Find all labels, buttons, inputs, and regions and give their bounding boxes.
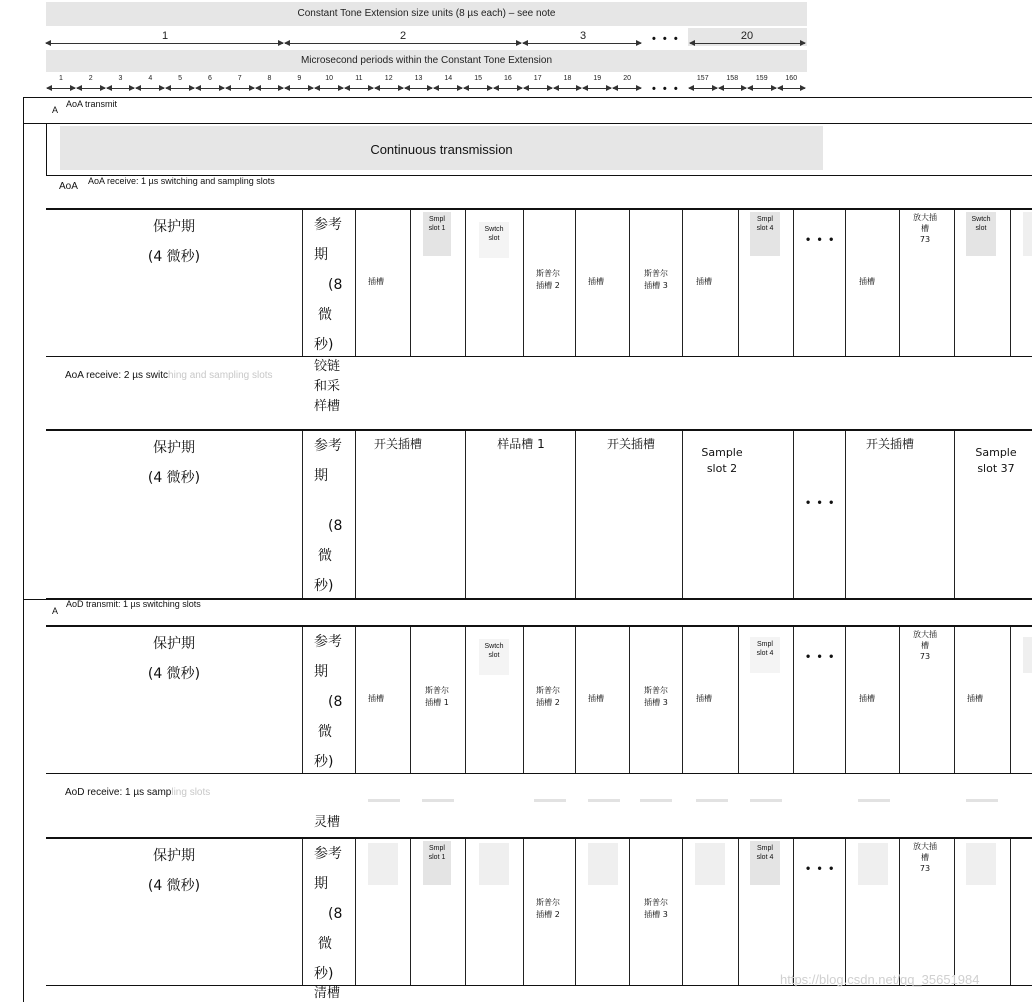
aod-transmit-prefix: A [52,606,59,616]
slot-stub [966,843,996,885]
sample-slot-2-label: Sample slot 2 [701,446,743,475]
microsecond-arrow [405,88,433,89]
microsecond-arrow [719,88,747,89]
aoa-transmit-second-line [23,123,1032,124]
sample-slot-3-label: 斯普尔 插槽 3 [644,686,668,707]
reference-period-label: 参考 期 (8 微 秒) [314,217,343,353]
guard-period-sub: (4 微秒) [147,249,201,265]
aod-receive-label: AoD receive: 1 µs sampling slots [65,787,211,798]
microsecond-arrow [77,88,105,89]
slot-label: 插槽 [368,694,384,703]
guard-period-title: 保护期 [153,219,195,235]
microsecond-number: 157 [696,75,709,82]
microsecond-arrow [226,88,254,89]
slot-label: 插槽 [967,694,983,703]
amp-slot-73-label: 放大插 槽 73 [913,213,937,244]
outer-frame-left [23,97,24,1002]
microsecond-number: 10 [325,75,333,82]
sample-slot-1-label: 斯普尔 插槽 1 [425,686,449,707]
smpl-slot-4-chip: Smpl slot 4 [750,841,780,885]
microsecond-arrow [196,88,224,89]
smpl-slot-1-chip: Smpl slot 1 [423,841,451,885]
guard-period-sub: (4 微秒) [147,470,201,486]
slot-label: 插槽 [859,277,875,286]
slot-stub [695,843,725,885]
swtch-slot-chip: Swtch slot [966,212,996,256]
microsecond-number: 12 [384,75,393,82]
microsecond-number: 1 [58,75,63,82]
microsecond-arrow [689,88,717,89]
unit-2-label: 2 [399,30,407,42]
smpl-slot-4-chip: Smpl slot 4 [750,212,780,256]
watermark: https://blog.csdn.net/qq_35651984 [780,972,980,987]
ellipsis: • • • [806,232,836,246]
faint-stub [368,799,400,802]
reference-period-label: 参考 期 (8 微 秒) [314,634,343,770]
aoa-receive-1us-prefix: AoA [59,181,78,192]
unit-20-arrow [690,43,805,44]
slot-label: 插槽 [588,694,604,703]
microsecond-arrow [524,88,552,89]
amp-slot-73-label: 放大插 槽 73 [913,842,937,873]
guard-period-sub: (4 微秒) [147,666,201,682]
microsecond-arrow [464,88,492,89]
sample-slot-2-label: 斯普尔 插槽 2 [536,686,560,707]
sample-slot-2-label: 斯普尔 插槽 2 [536,898,560,919]
unit-ellipsis: • • • [652,33,680,45]
faint-stub [422,799,454,802]
microsecond-number: 3 [118,75,123,82]
sample-slot-37-label: Sample slot 37 [975,446,1017,475]
microsecond-arrow [345,88,373,89]
microsecond-arrow [107,88,135,89]
microsecond-number: 17 [533,75,542,82]
microsecond-number: 15 [474,75,482,82]
microsecond-band [46,50,807,72]
microsecond-number: 6 [207,75,212,82]
slot-label: 插槽 [696,694,712,703]
microsecond-number: 4 [148,75,153,82]
faint-stub [640,799,672,802]
amp-slot-73-label: 放大插 槽 73 [913,630,937,661]
slot-stub [1023,212,1032,256]
microsecond-number: 5 [178,75,183,82]
microsecond-number: 160 [785,75,798,82]
microsecond-arrow [285,88,313,89]
microsecond-arrow [494,88,522,89]
faint-stub [966,799,998,802]
unit-20-label: 20 [740,30,754,42]
faint-stub [750,799,782,802]
slot-stub [588,843,618,885]
aod-ref-overflow-bottom: 清槽 [314,986,341,1001]
reference-period-cell [302,210,303,356]
sample-slot-3-label: 斯普尔 插槽 3 [644,269,668,290]
microsecond-number: 13 [414,75,423,82]
guard-period-title: 保护期 [153,636,195,652]
slot-stub [479,843,509,885]
aoa-receive-2us-table [46,429,1032,599]
guard-period-title: 保护期 [153,440,195,456]
unit-2-arrow [285,43,521,44]
smpl-slot-4-chip: Smpl slot 4 [750,637,780,673]
unit-3-label: 3 [579,30,587,42]
microsecond-arrow [47,88,75,89]
microsecond-ellipsis: • • • [652,83,680,95]
slot-label: 插槽 [368,277,384,286]
microsecond-number: 2 [88,75,93,82]
microsecond-arrow [554,88,582,89]
microsecond-arrow [434,88,462,89]
microsecond-arrow [166,88,194,89]
microsecond-number: 158 [726,75,739,82]
switch-slot-label: 开关插槽 [865,437,914,451]
microsecond-number: 18 [563,75,572,82]
microsecond-number: 16 [504,75,512,82]
aoa-receive-1us-table [46,208,1032,357]
reference-period-label: 参考 期 (8 微 秒) [314,846,343,982]
aod-transmit-faint-label: AoD transmit: 1 µs switching slots [66,599,201,609]
microsecond-number: 9 [297,75,302,82]
microsecond-number: 7 [237,75,242,82]
microsecond-arrow [256,88,284,89]
microsecond-arrow [315,88,343,89]
aod-ref-overflow: 灵槽 [314,815,341,830]
cte-size-units-title: Constant Tone Extension size units (8 µs each) – see note [297,8,556,19]
unit-3-arrow [523,43,641,44]
aoa-transmit-top-line [23,97,1032,98]
ellipsis: • • • [806,495,836,509]
aoa-receive-1us-faint-label: AoA receive: 1 µs switching and sampling slots [88,176,275,186]
unit-1-arrow [46,43,283,44]
microsecond-number: 14 [444,75,453,82]
slot-label: 插槽 [859,694,875,703]
switch-slot-label: 开关插槽 [606,437,655,451]
aoa-receive-2us-label: AoA receive: 2 µs switching and sampling slots [65,370,273,381]
microsecond-title: Microsecond periods within the Constant Tone Extension [300,55,553,66]
microsecond-number: 20 [623,75,631,82]
microsecond-arrow [613,88,641,89]
ellipsis: • • • [806,649,836,663]
switch-slot-label: 开关插槽 [373,437,422,451]
microsecond-arrow [778,88,806,89]
swtch-slot-chip: Swtch slot [479,639,509,675]
guard-period-sub: (4 微秒) [147,878,201,894]
faint-stub [588,799,620,802]
continuous-transmission-bar [60,126,823,170]
guard-period-title: 保护期 [153,848,195,864]
aoa-transmit-inner-left [46,123,47,175]
microsecond-number: 159 [755,75,768,82]
continuous-transmission-label: Continuous transmission [370,142,513,157]
aod-transmit-table [46,625,1032,774]
microsecond-arrow [136,88,164,89]
cte-size-units-band [46,2,807,26]
faint-stub [534,799,566,802]
swtch-slot-chip: Swtch slot [479,222,509,258]
microsecond-number: 11 [355,75,363,82]
sample-slot-2-label: 斯普尔 插槽 2 [536,269,560,290]
reference-period-label: 参考 期 (8 微 秒) [314,438,343,594]
microsecond-arrow [375,88,403,89]
faint-stub [858,799,890,802]
microsecond-number: 8 [267,75,272,82]
microsecond-arrow [748,88,776,89]
slot-label: 插槽 [696,277,712,286]
slot-stub [1023,637,1032,673]
aod-receive-table [46,837,1032,986]
microsecond-number: 19 [593,75,602,82]
aoa-transmit-faint-label: AoA transmit [66,99,118,109]
slot-stub [368,843,398,885]
aoa-transmit-prefix: A [52,105,59,115]
sample-slot-3-label: 斯普尔 插槽 3 [644,898,668,919]
unit-1-label: 1 [161,30,169,42]
aoa-2us-ref-overflow: 铰链 和采 样槽 [314,359,341,414]
slot-label: 插槽 [588,277,604,286]
ellipsis: • • • [806,861,836,875]
smpl-slot-1-chip: Smpl slot 1 [423,212,451,256]
microsecond-arrow [583,88,611,89]
slot-stub [858,843,888,885]
sample-slot-1-label: 样品槽 1 [497,437,545,451]
faint-stub [696,799,728,802]
